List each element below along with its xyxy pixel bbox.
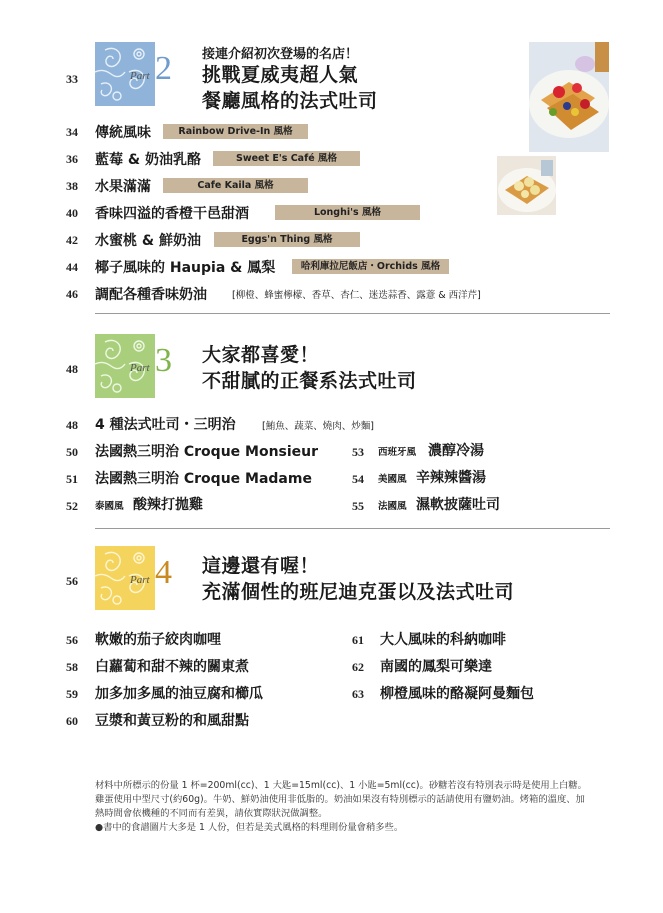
- style-tag: Rainbow Drive-In 風格: [163, 124, 308, 139]
- item-page-number: 52: [66, 499, 78, 513]
- item-page-number: 56: [66, 633, 78, 647]
- item-page-number: 54: [352, 472, 364, 486]
- toc-item-title[interactable]: 酸辣打拋雞: [133, 497, 203, 513]
- toc-item-title[interactable]: 4 種法式吐司・三明治: [95, 417, 236, 433]
- item-prefix: 西班牙風: [378, 447, 417, 458]
- item-page-number: 61: [352, 633, 364, 647]
- item-page-number: 34: [66, 125, 78, 139]
- item-page-number: 63: [352, 687, 364, 701]
- toc-item-title[interactable]: 椰子風味的 Haupia & 鳳梨: [95, 260, 276, 276]
- style-tag: Sweet E's Café 風格: [213, 151, 360, 166]
- item-page-number: 48: [66, 418, 78, 432]
- item-page-number: 42: [66, 233, 78, 247]
- toc-item-title[interactable]: 柳橙風味的酪凝阿曼麵包: [380, 686, 534, 702]
- section-heading-line1: 挑戰夏威夷超人氣: [202, 64, 359, 86]
- style-tag: 哈利庫拉尼飯店・Orchids 風格: [292, 259, 449, 274]
- item-page-number: 36: [66, 152, 78, 166]
- part-number: 4: [155, 554, 172, 591]
- item-page-number: 44: [66, 260, 78, 274]
- item-page-number: 46: [66, 287, 78, 301]
- item-prefix: 法國風: [378, 501, 407, 512]
- item-prefix: 美國風: [378, 474, 407, 485]
- footnotes: [95, 779, 650, 835]
- footnote-line: ●書中的食譜圖片大多是 1 人份，但若是美式風格的料理則份量會稍多些。: [95, 822, 404, 833]
- footnote-line: 材料中所標示的份量 1 杯=200ml(cc)、1 大匙=15ml(cc)、1 小匙=5ml(cc)。砂糖若沒有特別表示時是使用上白糖。: [95, 780, 587, 791]
- toc-item-title[interactable]: 辛辣辣醬湯: [416, 470, 486, 486]
- style-tag: Eggs'n Thing 風格: [214, 232, 360, 247]
- toc-item-title[interactable]: 水果滿滿: [95, 179, 151, 195]
- toc-item-title[interactable]: 香味四溢的香橙干邑甜酒: [95, 206, 249, 222]
- toc-item-title[interactable]: 南國的鳳梨可樂達: [380, 659, 492, 675]
- page-number: 33: [66, 72, 78, 86]
- footnote-line: 雞蛋使用中型尺寸(約60g)。牛奶、鮮奶油使用非低脂的。奶油如果沒有特別標示的話請使用有鹽奶油。烤箱的溫度、加: [95, 794, 585, 805]
- section-lead: 接連介紹初次登場的名店！: [202, 47, 359, 62]
- section-heading-line2: 餐廳風格的法式吐司: [202, 90, 378, 112]
- item-page-number: 62: [352, 660, 364, 674]
- french-toast-fruit-photo: [529, 42, 609, 152]
- toc-item-title[interactable]: 傳統風味: [95, 125, 151, 141]
- style-tag: Cafe Kaila 風格: [163, 178, 308, 193]
- item-page-number: 60: [66, 714, 78, 728]
- toc-item-title[interactable]: 調配各種香味奶油: [95, 287, 207, 303]
- part-label: Part: [130, 574, 150, 586]
- item-page-number: 51: [66, 472, 78, 486]
- page-number: 56: [66, 574, 78, 588]
- page-number: 48: [66, 362, 78, 376]
- toc-item-title[interactable]: 大人風味的科納咖啡: [380, 632, 506, 648]
- item-page-number: 55: [352, 499, 364, 513]
- item-page-number: 50: [66, 445, 78, 459]
- item-page-number: 38: [66, 179, 78, 193]
- toc-item-title[interactable]: 加多加多風的油豆腐和櫛瓜: [95, 686, 263, 702]
- item-page-number: 59: [66, 687, 78, 701]
- part-label: Part: [130, 70, 150, 82]
- toc-item-title[interactable]: 藍莓 & 奶油乳酪: [95, 152, 201, 168]
- section-heading-line1: 這邊還有喔！: [202, 555, 320, 577]
- item-prefix: 泰國風: [95, 501, 124, 512]
- toc-item-title[interactable]: 濃醇冷湯: [428, 443, 484, 459]
- toc-item-title[interactable]: 法國熱三明治 Croque Madame: [95, 471, 312, 487]
- item-note: [柳橙、蜂蜜檸檬、香草、杏仁、迷迭蒜香、露薏 & 西洋芹]: [232, 290, 481, 301]
- section-heading-line1: 大家都喜愛！: [202, 344, 320, 366]
- item-page-number: 53: [352, 445, 364, 459]
- part-label: Part: [130, 362, 150, 374]
- footnote-line: 熱時間會依機種的不同而有差異，請依實際狀況做調整。: [95, 808, 328, 819]
- toc-item-title[interactable]: 豆漿和黃豆粉的和風甜點: [95, 713, 249, 729]
- style-tag: Longhi's 風格: [275, 205, 420, 220]
- toc-item-title[interactable]: 白蘿蔔和甜不辣的關東煮: [95, 659, 249, 675]
- section-heading-line2: 不甜膩的正餐系法式吐司: [202, 370, 417, 392]
- french-toast-banana-photo: [497, 156, 556, 215]
- item-page-number: 58: [66, 660, 78, 674]
- toc-item-title[interactable]: 軟嫩的茄子絞肉咖哩: [95, 632, 221, 648]
- toc-item-title[interactable]: 濕軟披薩吐司: [416, 497, 500, 513]
- section-divider: [95, 528, 610, 529]
- item-note: [鮪魚、蔬菜、燒肉、炒麵]: [262, 421, 374, 432]
- item-page-number: 40: [66, 206, 78, 220]
- part-number: 3: [155, 342, 172, 379]
- section-divider: [95, 313, 610, 314]
- section-heading-line2: 充滿個性的班尼迪克蛋以及法式吐司: [202, 581, 515, 603]
- part-number: 2: [155, 50, 172, 87]
- toc-item-title[interactable]: 水蜜桃 & 鮮奶油: [95, 233, 201, 249]
- toc-item-title[interactable]: 法國熱三明治 Croque Monsieur: [95, 444, 319, 460]
